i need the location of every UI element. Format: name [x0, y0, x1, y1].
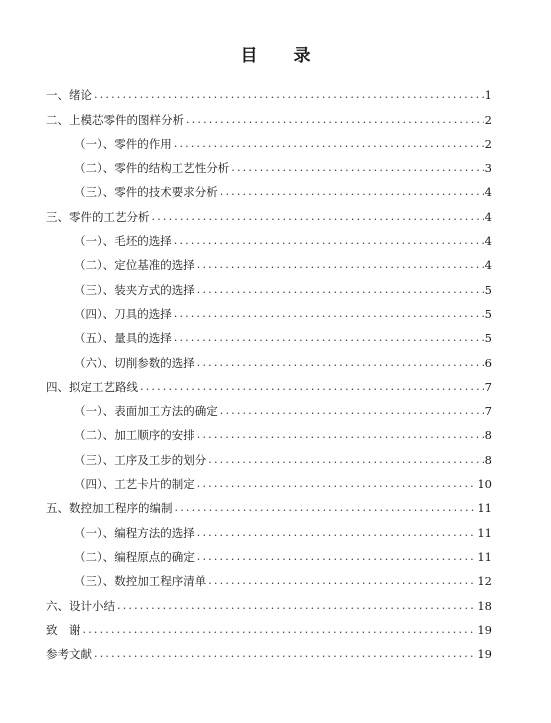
toc-entry[interactable] [46, 321, 492, 345]
toc-entry-page-number: 4 [484, 185, 492, 200]
toc-entry[interactable] [46, 224, 492, 248]
toc-entry-label: （六）、切削参数的选择 [74, 355, 195, 370]
toc-entry[interactable] [46, 370, 492, 394]
toc-entry-page-number: 12 [477, 574, 492, 589]
toc-entry[interactable] [46, 588, 492, 612]
toc-entry[interactable] [46, 442, 492, 466]
toc-entry-label: 五、数控加工程序的编制 [46, 501, 173, 516]
toc-entry[interactable] [46, 491, 492, 515]
toc-entry-page-number: 6 [484, 355, 492, 370]
toc-entry-label: （二）、编程原点的确定 [74, 549, 195, 564]
toc-dot-leader [208, 574, 476, 588]
toc-dot-leader [208, 453, 483, 467]
toc-title: 目 录 [240, 46, 326, 66]
toc-entry[interactable] [46, 564, 492, 588]
toc-dot-leader [231, 161, 483, 175]
toc-entry[interactable] [46, 151, 492, 175]
toc-entry-label: （四）、工艺卡片的制定 [74, 477, 195, 492]
toc-dot-leader [94, 88, 484, 102]
toc-entry[interactable] [46, 199, 492, 223]
toc-dot-leader [174, 137, 484, 151]
toc-entry-page-number: 2 [484, 136, 492, 151]
toc-entry-label: （三）、零件的技术要求分析 [74, 185, 218, 200]
toc-list [46, 78, 492, 661]
toc-entry-page-number: 7 [484, 404, 492, 419]
toc-dot-leader [197, 428, 484, 442]
toc-entry[interactable] [46, 637, 492, 661]
toc-dot-leader [197, 283, 484, 297]
toc-entry-label: 致 谢 [46, 622, 81, 637]
toc-dot-leader [220, 185, 484, 199]
toc-entry-label: 二、上模芯零件的图样分析 [46, 112, 184, 127]
toc-entry-label: （二）、定位基准的选择 [74, 258, 195, 273]
toc-dot-leader [197, 526, 477, 540]
toc-entry-label: 六、设计小结 [46, 598, 115, 613]
toc-dot-leader [83, 623, 477, 637]
toc-entry[interactable] [46, 418, 492, 442]
toc-entry-label: （三）、工序及工步的划分 [74, 452, 207, 467]
toc-entry-page-number: 11 [477, 525, 492, 540]
toc-dot-leader [117, 599, 476, 613]
toc-entry[interactable] [46, 78, 492, 102]
toc-entry-page-number: 5 [484, 282, 492, 297]
toc-entry-label: （二）、加工顺序的安排 [74, 428, 195, 443]
toc-dot-leader [152, 210, 484, 224]
toc-entry[interactable] [46, 515, 492, 539]
toc-dot-leader [186, 113, 484, 127]
toc-entry-page-number: 5 [484, 331, 492, 346]
toc-entry-label: （一）、零件的作用 [74, 136, 172, 151]
toc-entry-label: （一）、编程方法的选择 [74, 525, 195, 540]
toc-entry-page-number: 8 [484, 428, 492, 443]
toc-entry-page-number: 4 [484, 209, 492, 224]
toc-entry[interactable] [46, 248, 492, 272]
toc-dot-leader [197, 356, 484, 370]
toc-entry-page-number: 18 [477, 598, 492, 613]
toc-entry-label: （一）、毛坯的选择 [74, 234, 172, 249]
toc-entry-page-number: 5 [484, 306, 492, 321]
toc-entry-page-number: 19 [477, 647, 492, 662]
toc-dot-leader [174, 331, 484, 345]
toc-entry[interactable] [46, 102, 492, 126]
toc-entry-page-number: 8 [484, 452, 492, 467]
toc-entry[interactable] [46, 297, 492, 321]
toc-entry-page-number: 19 [477, 622, 492, 637]
toc-entry-page-number: 11 [477, 549, 492, 564]
toc-dot-leader [94, 647, 476, 661]
toc-entry[interactable] [46, 540, 492, 564]
toc-entry[interactable] [46, 175, 492, 199]
toc-dot-leader [197, 550, 477, 564]
toc-entry-label: （三）、数控加工程序清单 [74, 574, 207, 589]
toc-entry-page-number: 1 [484, 88, 492, 103]
toc-entry[interactable] [46, 467, 492, 491]
toc-entry[interactable] [46, 127, 492, 151]
toc-entry-label: （三）、装夹方式的选择 [74, 282, 195, 297]
toc-entry[interactable] [46, 613, 492, 637]
toc-dot-leader [140, 380, 484, 394]
toc-entry-page-number: 7 [484, 379, 492, 394]
toc-entry[interactable] [46, 272, 492, 296]
toc-entry[interactable] [46, 394, 492, 418]
toc-entry-label: （一）、表面加工方法的确定 [74, 404, 218, 419]
toc-entry-page-number: 4 [484, 234, 492, 249]
toc-entry-label: 四、拟定工艺路线 [46, 379, 138, 394]
toc-dot-leader [197, 258, 484, 272]
toc-entry-label: 三、零件的工艺分析 [46, 209, 150, 224]
toc-entry-page-number: 3 [484, 161, 492, 176]
toc-entry-page-number: 4 [484, 258, 492, 273]
toc-entry-page-number: 11 [477, 501, 492, 516]
toc-entry[interactable] [46, 345, 492, 369]
toc-entry-label: 一、绪论 [46, 88, 92, 103]
toc-entry-label: 参考文献 [46, 647, 92, 662]
toc-dot-leader [220, 404, 484, 418]
toc-dot-leader [174, 234, 484, 248]
toc-dot-leader [197, 477, 477, 491]
toc-dot-leader [174, 307, 484, 321]
toc-entry-label: （四）、刀具的选择 [74, 306, 172, 321]
toc-entry-label: （五）、量具的选择 [74, 331, 172, 346]
toc-entry-page-number: 10 [477, 477, 492, 492]
toc-entry-page-number: 2 [484, 112, 492, 127]
toc-entry-label: （二）、零件的结构工艺性分析 [74, 161, 230, 176]
toc-dot-leader [175, 501, 477, 515]
